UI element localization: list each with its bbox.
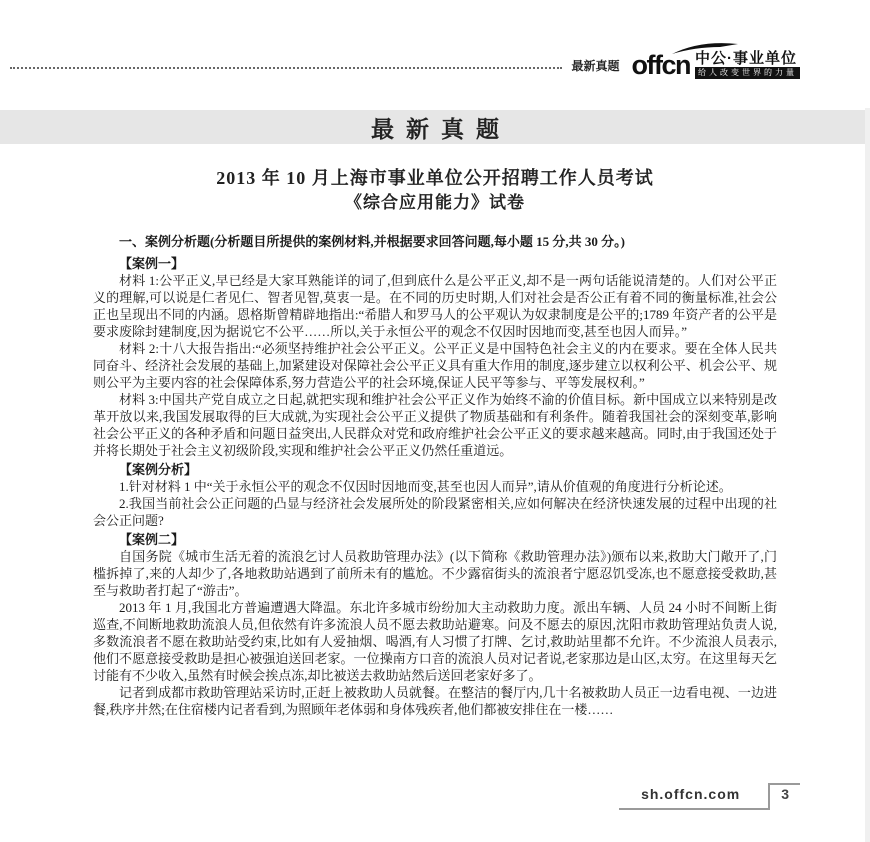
page-footer: [619, 783, 800, 810]
section-banner-title: 最新真题: [371, 116, 511, 142]
paragraph: 记者到成都市救助管理站采访时,正赶上被救助人员就餐。在整洁的餐厅内,几十名被救助人员正一边看电视、一边进餐,秩序井然;在住宿楼内记者看到,为照顾年老体弱和身体残疾者,他们都被安排住在一楼……: [93, 685, 777, 717]
paragraph: 自国务院《城市生活无着的流浪乞讨人员救助管理办法》(以下简称《救助管理办法》)颁布以来,救助大门敞开了,门槛拆掉了,来的人却少了,各地救助站遇到了前所未有的尴尬。不少露宿街头的流浪者宁愿忍饥受冻,也不愿意接受救助,甚至与救助者打起了“游击”。: [93, 549, 777, 598]
paragraph: 1.针对材料 1 中“关于永恒公平的观念不仅因时因地而变,甚至也因人而异”,请从价值观的角度进行分析论述。: [119, 479, 732, 494]
paragraph: 材料 3:中国共产党自成立之日起,就把实现和维护社会公平正义作为始终不渝的价值目标。新中国成立以来特别是改革开放以来,我国发展取得的巨大成就,为实现社会公平正义提供了物质基础和有利条件。随着我国社会的深刻变革,影响社会公平正义的各种矛盾和问题日益突出,人民群众对党和政府维护社会公平正义的要求越来越高。同时,由于我国还处于并将长期处于社会主义初级阶段,实现和维护社会公平正义仍然任重道远。: [93, 392, 777, 458]
page-header: [0, 0, 870, 86]
paragraph: 材料 2:十八大报告指出:“必须坚持维护社会公平正义。公平正义是中国特色社会主义的内在要求。要在全体人民共同奋斗、经济社会发展的基础上,加紧建设对保障社会公平正义具有重大作用的制度,逐步建立以权利公平、机会公平、规则公平为主要内容的社会保障体系,努力营造公平的社会环境,保证人民平等参与、平等发展权利。”: [93, 341, 777, 390]
footer-site-url: sh.offcn.com: [619, 783, 768, 810]
document-title: [0, 166, 870, 215]
case-heading: 【案例分析】: [119, 462, 198, 477]
header-section-label: 最新真题: [571, 58, 620, 73]
document-title-line1: 2013 年 10 月上海市事业单位公开招聘工作人员考试: [216, 168, 654, 188]
paragraph: 材料 1:公平正义,早已经是大家耳熟能详的词了,但到底什么是公平正义,却不是一两句话能说清楚的。人们对公平正义的理解,可以说是仁者见仁、智者见智,莫衷一是。在不同的历史时期,人们对社会是否公正有着不同的衡量标准,社会公正也呈现出不同的内涵。恩格斯曾精辟地指出:“希腊人和罗马人的公平观认为奴隶制度是公平的;1789 年资产者的公平是要求废除封建制度,因为据说它不公平……所以,关于永恒公平的观念不仅因时因地而变,甚至也因人而异。”: [93, 273, 777, 339]
section-heading: 一、案例分析题(分析题目所提供的案例材料,并根据要求回答问题,每小题 15 分,共 30 分。): [119, 234, 625, 249]
logo-swoosh-icon: [670, 40, 740, 56]
document-title-line2: 《综合应用能力》试卷: [345, 193, 525, 212]
logo-brand-cn: 中公·事业单位: [695, 50, 797, 67]
logo-tagline: 给人改变世界的力量: [695, 67, 800, 79]
paragraph: 2013 年 1 月,我国北方普遍遭遇大降温。东北许多城市纷纷加大主动救助力度。派出车辆、人员 24 小时不间断上街巡查,不间断地救助流浪人员,但依然有许多流浪人员不愿去救助站避寒。问及不愿去的原因,沈阳市救助管理站负责人说,多数流浪者不愿在救助站受约束,比如有人爱抽烟、喝酒,有人习惯了打牌、乞讨,救助站里都不允许。不少流浪人员表示,他们不愿意接受救助是担心被强迫送回老家。一位操南方口音的流浪人员对记者说,老家那边是山区,太穷。在这里每天乞讨能有不少收入,虽然有时候会挨点冻,却比被送去救助站然后送回老家好多了。: [93, 600, 777, 683]
page-number: 3: [768, 783, 800, 810]
case-heading: 【案例一】: [119, 256, 185, 271]
offcn-logo: [632, 50, 800, 80]
paragraph: 2.我国当前社会公正问题的凸显与经济社会发展所处的阶段紧密相关,应如何解决在经济快速发展的过程中出现的社会公正问题?: [93, 496, 777, 528]
scan-edge-shading: [865, 108, 870, 842]
offcn-wordmark: offcn: [631, 50, 690, 80]
section-banner: [0, 110, 870, 144]
header-dotted-rule: [10, 67, 562, 69]
document-body: [93, 233, 777, 718]
case-heading: 【案例二】: [119, 532, 185, 547]
